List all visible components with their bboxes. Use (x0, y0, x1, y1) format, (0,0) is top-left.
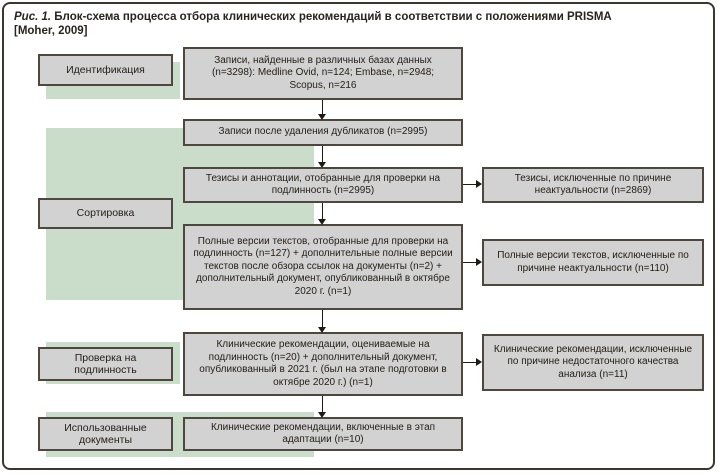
arrow-down-icon (318, 100, 327, 120)
stage-label-screening: Сортировка (38, 198, 173, 229)
figure-number-label: Рис. 1. (14, 11, 52, 23)
figure-citation: [Moher, 2009] (14, 25, 88, 37)
exclusion-box-guidelines: Клинические рекомендации, исключенные по причине недостаточного качества анализа (n=11) (482, 334, 704, 391)
arrow-down-icon (318, 396, 327, 418)
flow-box-after-duplicates: Записи после удаления дубликатов (n=2995) (183, 119, 463, 146)
stage-label-identification: Идентификация (38, 54, 173, 86)
arrow-down-icon (318, 310, 327, 333)
flow-box-records-identified: Записи, найденные в различных базах данных (n=3298): Medline Ovid, n=124; Embase, n=2948; Scopus, n=216 (183, 47, 463, 100)
exclusion-box-abstracts: Тезисы, исключенные по причине неактуальности (n=2869) (482, 167, 704, 203)
arrow-right-icon (463, 258, 482, 267)
arrow-right-icon (463, 358, 482, 367)
flow-box-abstracts-screened: Тезисы и аннотации, отобранные для проверки на подлинность (n=2995) (183, 167, 463, 203)
flow-box-fulltext-assessed: Полные версии текстов, отобранные для проверки на подлинность (n=127) + дополнительные полные версии текстов после обзора ссылок на документы (n=2) + дополнительный документ, опубликованный в октябре 2020 г. (n=1) (183, 224, 463, 310)
stage-label-eligibility: Проверка на подлинность (38, 347, 173, 381)
arrow-down-icon (318, 203, 327, 225)
arrow-down-icon (318, 146, 327, 168)
flow-box-included-adaptation: Клинические рекомендации, включенные в этап адаптации (n=10) (183, 417, 463, 451)
figure-title (14, 10, 706, 38)
exclusion-box-fulltext: Полные версии текстов, исключенные по причине неактуальности (n=110) (482, 239, 704, 286)
arrow-right-icon (463, 180, 482, 189)
flow-box-guidelines-assessed: Клинические рекомендации, оцениваемые на подлинность (n=20) + дополнительный документ, опубликованный в 2021 г. (был на этапе подготовки в октябре 2020 г.) (n=1) (183, 332, 463, 396)
figure-title-text: Блок-схема процесса отбора клинических рекомендаций в соответствии с положениями PRISMA (54, 11, 612, 23)
stage-label-included: Использованные документы (38, 417, 173, 451)
